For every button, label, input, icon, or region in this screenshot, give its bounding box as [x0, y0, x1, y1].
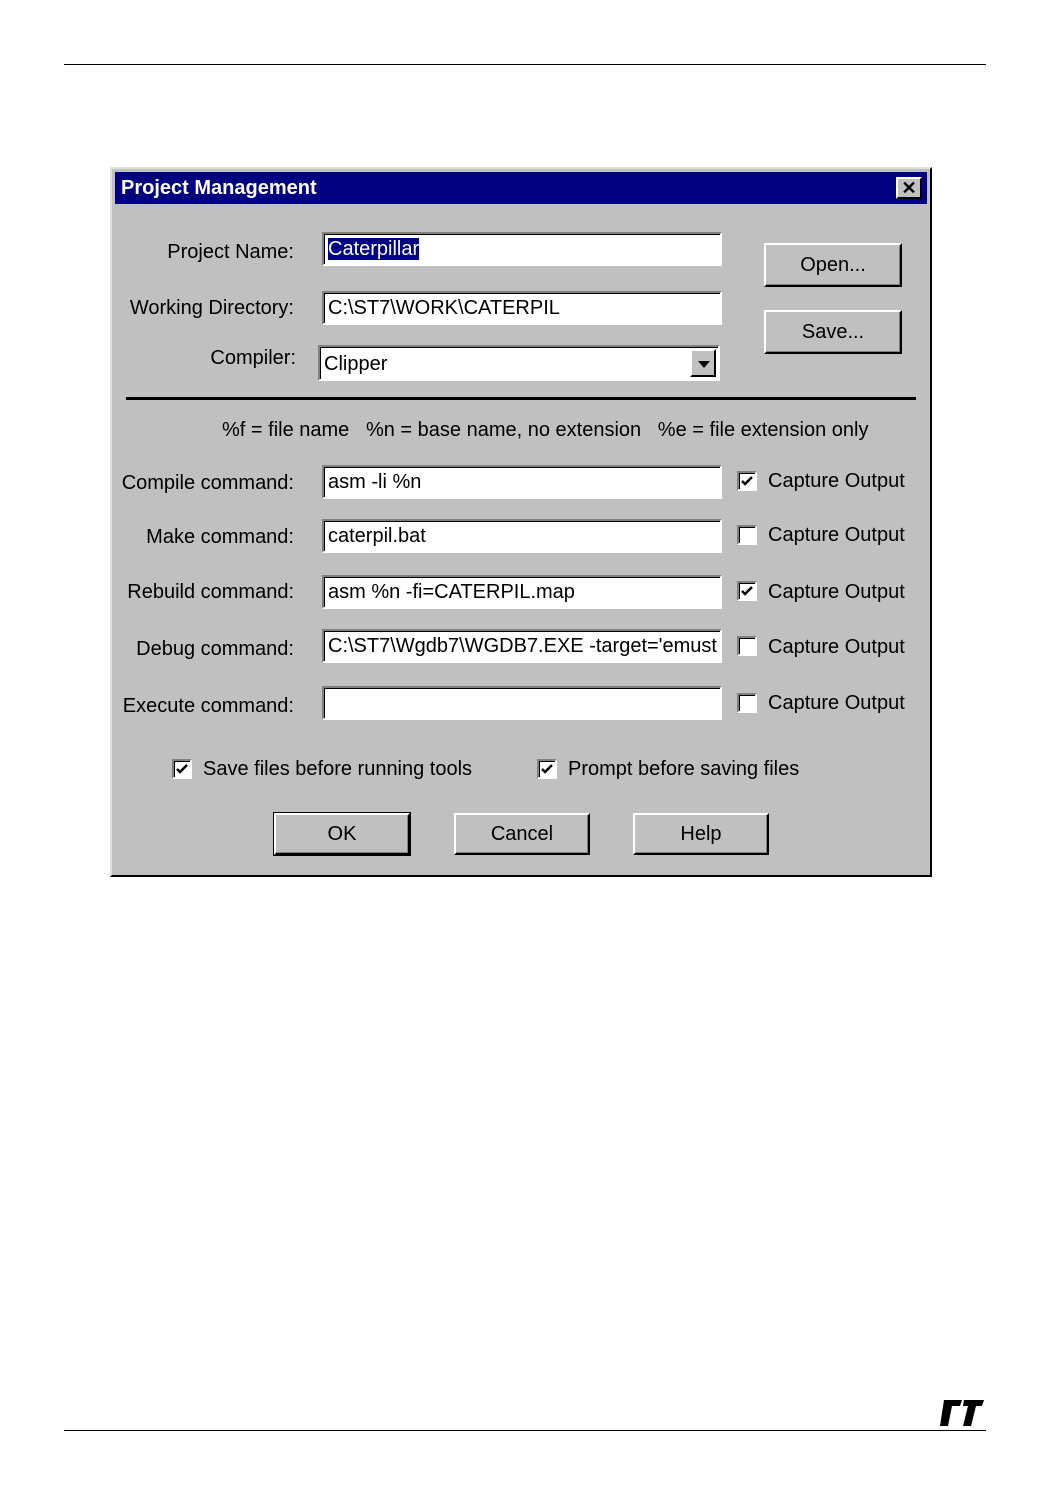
compile-capture-label: Capture Output	[768, 470, 905, 492]
page-footer-rule	[64, 1430, 986, 1431]
st-logo-icon	[938, 1398, 986, 1428]
working-directory-field[interactable]: C:\ST7\WORK\CATERPIL	[322, 291, 722, 325]
checkmark-icon	[740, 474, 754, 488]
compiler-label: Compiler:	[210, 347, 296, 369]
save-files-checkbox[interactable]	[172, 759, 192, 779]
title-bar[interactable]	[115, 172, 927, 204]
prompt-saving-checkbox[interactable]	[537, 759, 557, 779]
make-command-field[interactable]: caterpil.bat	[322, 519, 722, 553]
chevron-down-icon[interactable]	[690, 349, 716, 377]
debug-command-field[interactable]: C:\ST7\Wgdb7\WGDB7.EXE -target='emust	[322, 629, 722, 663]
execute-capture-checkbox[interactable]	[737, 693, 757, 713]
ok-button[interactable]: OK	[274, 813, 410, 855]
rebuild-command-field[interactable]: asm %n -fi=CATERPIL.map	[322, 575, 722, 609]
close-icon[interactable]: ✕	[896, 177, 922, 199]
help-button[interactable]: Help	[633, 813, 769, 855]
execute-capture-label: Capture Output	[768, 692, 905, 714]
compile-command-label: Compile command:	[121, 472, 294, 494]
compiler-value: Clipper	[324, 353, 388, 375]
make-capture-label: Capture Output	[768, 524, 905, 546]
checkmark-icon	[740, 584, 754, 598]
execute-command-field[interactable]	[322, 686, 722, 720]
rebuild-command-label: Rebuild command:	[127, 581, 294, 603]
open-button[interactable]: Open...	[764, 243, 902, 287]
project-name-value: Caterpillar	[328, 238, 420, 260]
debug-capture-label: Capture Output	[768, 636, 905, 658]
save-files-label: Save files before running tools	[203, 758, 473, 780]
cancel-button[interactable]: Cancel	[454, 813, 590, 855]
project-management-dialog	[110, 167, 932, 877]
compiler-select[interactable]	[318, 345, 720, 381]
checkmark-icon	[175, 762, 189, 776]
checkmark-icon	[540, 762, 554, 776]
rebuild-capture-label: Capture Output	[768, 581, 905, 603]
placeholder-legend: %f = file name %n = base name, no extension %e = file extension only	[222, 419, 869, 441]
debug-capture-checkbox[interactable]	[737, 636, 757, 656]
make-capture-checkbox[interactable]	[737, 525, 757, 545]
execute-command-label: Execute command:	[122, 695, 294, 717]
debug-command-label: Debug command:	[136, 638, 294, 660]
page-header-rule	[64, 64, 986, 65]
compile-capture-checkbox[interactable]	[737, 471, 757, 491]
project-name-field[interactable]	[322, 232, 722, 266]
save-button[interactable]: Save...	[764, 310, 902, 354]
prompt-saving-label: Prompt before saving files	[568, 758, 800, 780]
rebuild-capture-checkbox[interactable]	[737, 581, 757, 601]
project-name-label: Project Name:	[167, 241, 294, 263]
compile-command-field[interactable]: asm -li %n	[322, 465, 722, 499]
working-directory-label: Working Directory:	[129, 297, 294, 319]
make-command-label: Make command:	[146, 526, 294, 548]
separator	[126, 397, 916, 400]
dialog-title: Project Management	[121, 177, 317, 199]
